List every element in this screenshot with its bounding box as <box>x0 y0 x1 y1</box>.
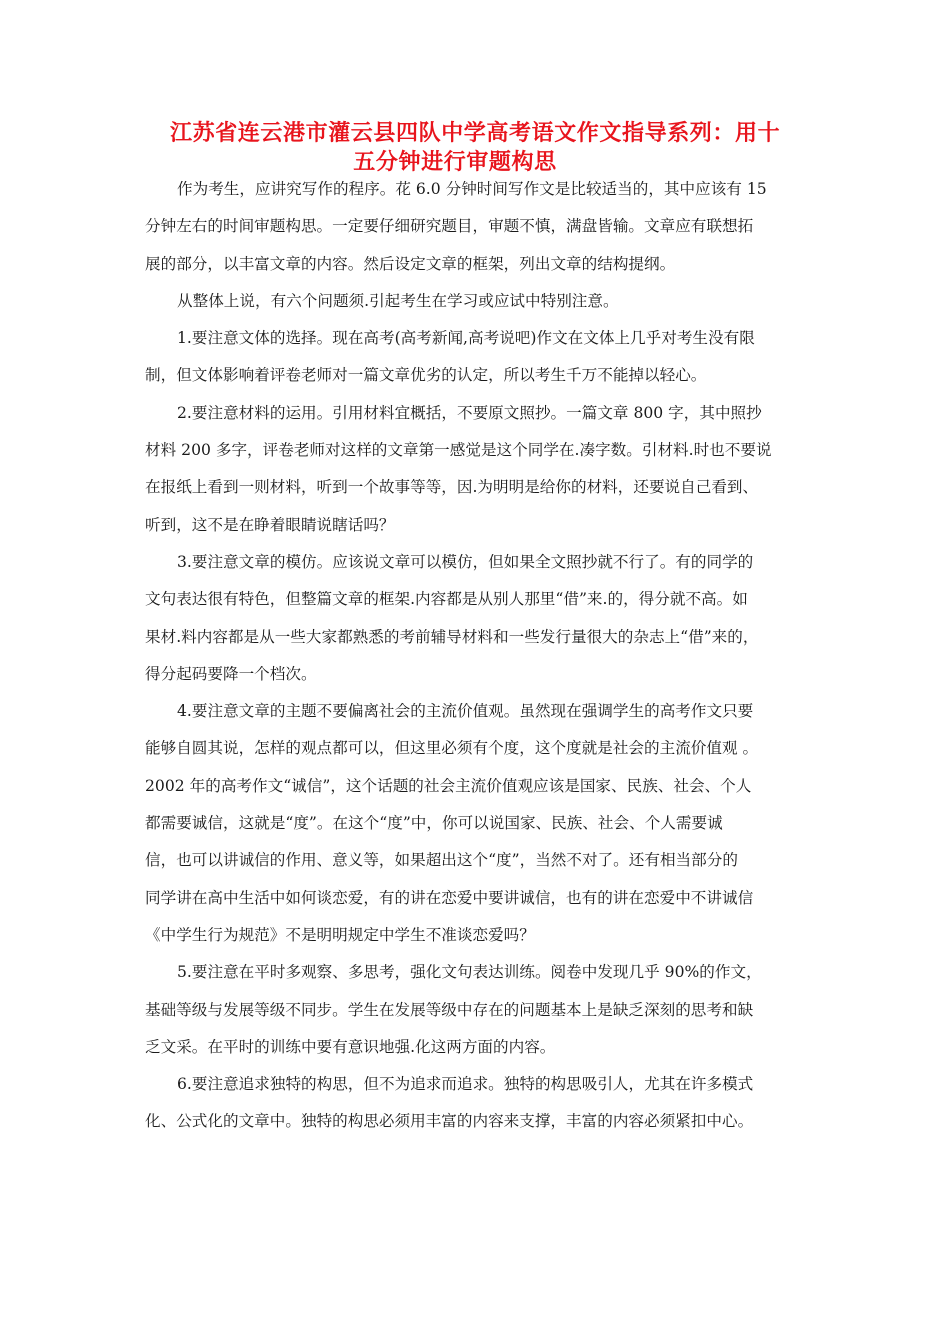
text-line: 2002 年的高考作文“诚信”，这个话题的社会主流价值观应该是国家、民族、社会、个人 <box>145 776 752 795</box>
document-title <box>170 119 810 177</box>
title-line-2: 五分钟进行审题构思 <box>353 150 557 175</box>
text-line: 材料 200 多字，评卷老师对这样的文章第一感觉是这个同学在.凑字数。引材料.时也不要说 <box>145 441 772 460</box>
text-line: 文句表达很有特色，但整篇文章的框架.内容都是从别人那里“借”来.的，得分就不高。如 <box>145 590 748 609</box>
text-line: 信，也可以讲诚信的作用、意义等，如果超出这个“度”，当然不对了。还有相当部分的 <box>145 851 738 870</box>
text-line: 展的部分，以丰富文章的内容。然后设定文章的框架，列出文章的结构提纲。 <box>145 254 676 273</box>
text-line: 从整体上说，有六个问题须.引起考生在学习或应试中特别注意。 <box>177 291 619 310</box>
text-line: 得分起码要降一个档次。 <box>145 664 317 683</box>
text-line: 听到，这不是在睁着眼睛说瞎话吗？ <box>145 515 395 534</box>
text-line: 在报纸上看到一则材料，听到一个故事等等，因.为明明是给你的材料，还要说自己看到、 <box>145 478 759 497</box>
text-line: 2.要注意材料的运用。引用材料宜概括，不要原文照抄。一篇文章 800 字，其中照抄 <box>177 403 762 422</box>
text-line: 化、公式化的文章中。独特的构思必须用丰富的内容来支撑，丰富的内容必须紧扣中心。 <box>145 1112 754 1131</box>
text-line: 6.要注意追求独特的构思，但不为追求而追求。独特的构思吸引人，尤其在许多模式 <box>177 1075 754 1094</box>
title-line-1: 江苏省连云港市灌云县四队中学高考语文作文指导系列：用十 <box>170 121 781 146</box>
text-line: 《中学生行为规范》不是明明规定中学生不准谈恋爱吗？ <box>145 925 535 944</box>
text-line: 制，但文体影响着评卷老师对一篇文章优劣的认定，所以考生千万不能掉以轻心。 <box>145 366 707 385</box>
text-line: 4.要注意文章的主题不要偏离社会的主流价值观。虽然现在强调学生的高考作文只要 <box>177 702 754 721</box>
text-line: 乏文采。在平时的训练中要有意识地强.化这两方面的内容。 <box>145 1037 556 1056</box>
text-line: 基础等级与发展等级不同步。学生在发展等级中存在的问题基本上是缺乏深刻的思考和缺 <box>145 1000 754 1019</box>
text-line: 果材.料内容都是从一些大家都熟悉的考前辅导材料和一些发行量很大的杂志上“借”来的， <box>145 627 759 646</box>
text-line: 5.要注意在平时多观察、多思考，强化文句表达训练。阅卷中发现几乎 90%的作文， <box>177 963 762 982</box>
text-line: 分钟左右的时间审题构思。一定要仔细研究题目，审题不慎，满盘皆输。文章应有联想拓 <box>145 217 754 236</box>
text-line: 3.要注意文章的模仿。应该说文章可以模仿，但如果全文照抄就不行了。有的同学的 <box>177 552 754 571</box>
document-body <box>145 171 813 1141</box>
text-line: 作为考生，应讲究写作的程序。花 6.0 分钟时间写作文是比较适当的，其中应该有 15 <box>177 180 767 198</box>
text-line: 都需要诚信，这就是“度”。在这个“度”中，你可以说国家、民族、社会、个人需要诚 <box>145 814 723 833</box>
text-line: 同学讲在高中生活中如何谈恋爱，有的讲在恋爱中要讲诚信，也有的讲在恋爱中不讲诚信 <box>145 888 754 907</box>
text-line: 1.要注意文体的选择。现在高考(高考新闻,高考说吧)作文在文体上几乎对考生没有限 <box>177 329 755 348</box>
text-line: 能够自圆其说，怎样的观点都可以，但这里必须有个度，这个度就是社会的主流价值观 。 <box>145 739 759 758</box>
